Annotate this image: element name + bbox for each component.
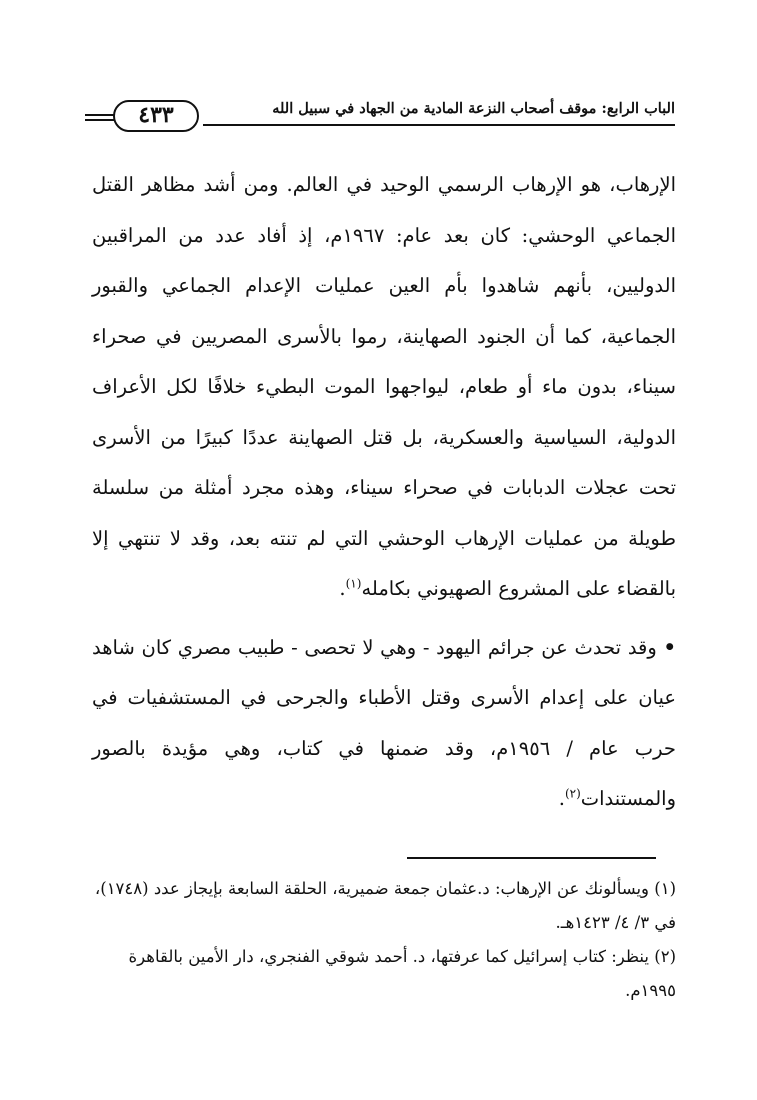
header-rule-left [85,114,115,116]
paragraph-2 [92,623,676,825]
running-header [85,96,675,136]
page-number-badge: ٤٣٣ [113,100,199,132]
paragraph-2-period: . [558,787,565,810]
header-rule-left-double [85,119,115,121]
footnote-2: (٢) ينظر: كتاب إسرائيل كما عرفتها، د. أحمد شوقي الفنجري، دار الأمين بالقاهرة ١٩٩٥م. [128,947,676,1000]
paragraph-1-period: . [339,577,346,600]
footnotes [92,872,676,1008]
footnote-separator [407,857,656,859]
footnote-ref-1: (١) [345,576,362,591]
paragraph-2-text: وقد تحدث عن جرائم اليهود - وهي لا تحصى - طبيب مصري كان شاهد عيان على إعدام الأسرى وقتل الأطباء والجرحى في المستشفيات في حرب عام / ١٩٥٦م، وقد ضمنها في كتاب، وهي مؤيدة بالصور والمستندات [92,635,676,810]
paragraph-1 [92,160,676,615]
footnote-ref-2: (٢) [564,786,581,801]
chapter-title: الباب الرابع: موقف أصحاب النزعة المادية من الجهاد في سبيل الله [203,98,675,126]
main-text [92,160,676,825]
footnote-1: (١) ويسألونك عن الإرهاب: د.عثمان جمعة ضميرية، الحلقة السابعة بإيجاز عدد (١٧٤٨)، في ٣/ ٤/ ١٤٢٣هـ. [94,879,676,932]
bullet-icon: • [663,635,676,659]
paragraph-1-text: الإرهاب، هو الإرهاب الرسمي الوحيد في العالم. ومن أشد مظاهر القتل الجماعي الوحشي: كان بعد عام: ١٩٦٧م، إذ أفاد عدد من المراقبين الدوليين، بأنهم شاهدوا بأم العين عمليات الإعدام الجماعي والقبور الجماعية، كما أن الجنود الصهاينة، رموا بالأسرى المصريين في صحراء سيناء، بدون ماء أو طعام، ليواجهوا الموت البطيء خلافًا لكل الأعراف الدولية، السياسية والعسكرية، بل قتل الصهاينة عددًا كبيرًا من الأسرى تحت عجلات الدبابات في صحراء سيناء، وهذه مجرد أمثلة من سلسلة طويلة من عمليات الإرهاب الوحشي التي لم تنته بعد، وقد لا تنتهي إلا بالقضاء على المشروع الصهيوني بكامله [92,173,676,600]
